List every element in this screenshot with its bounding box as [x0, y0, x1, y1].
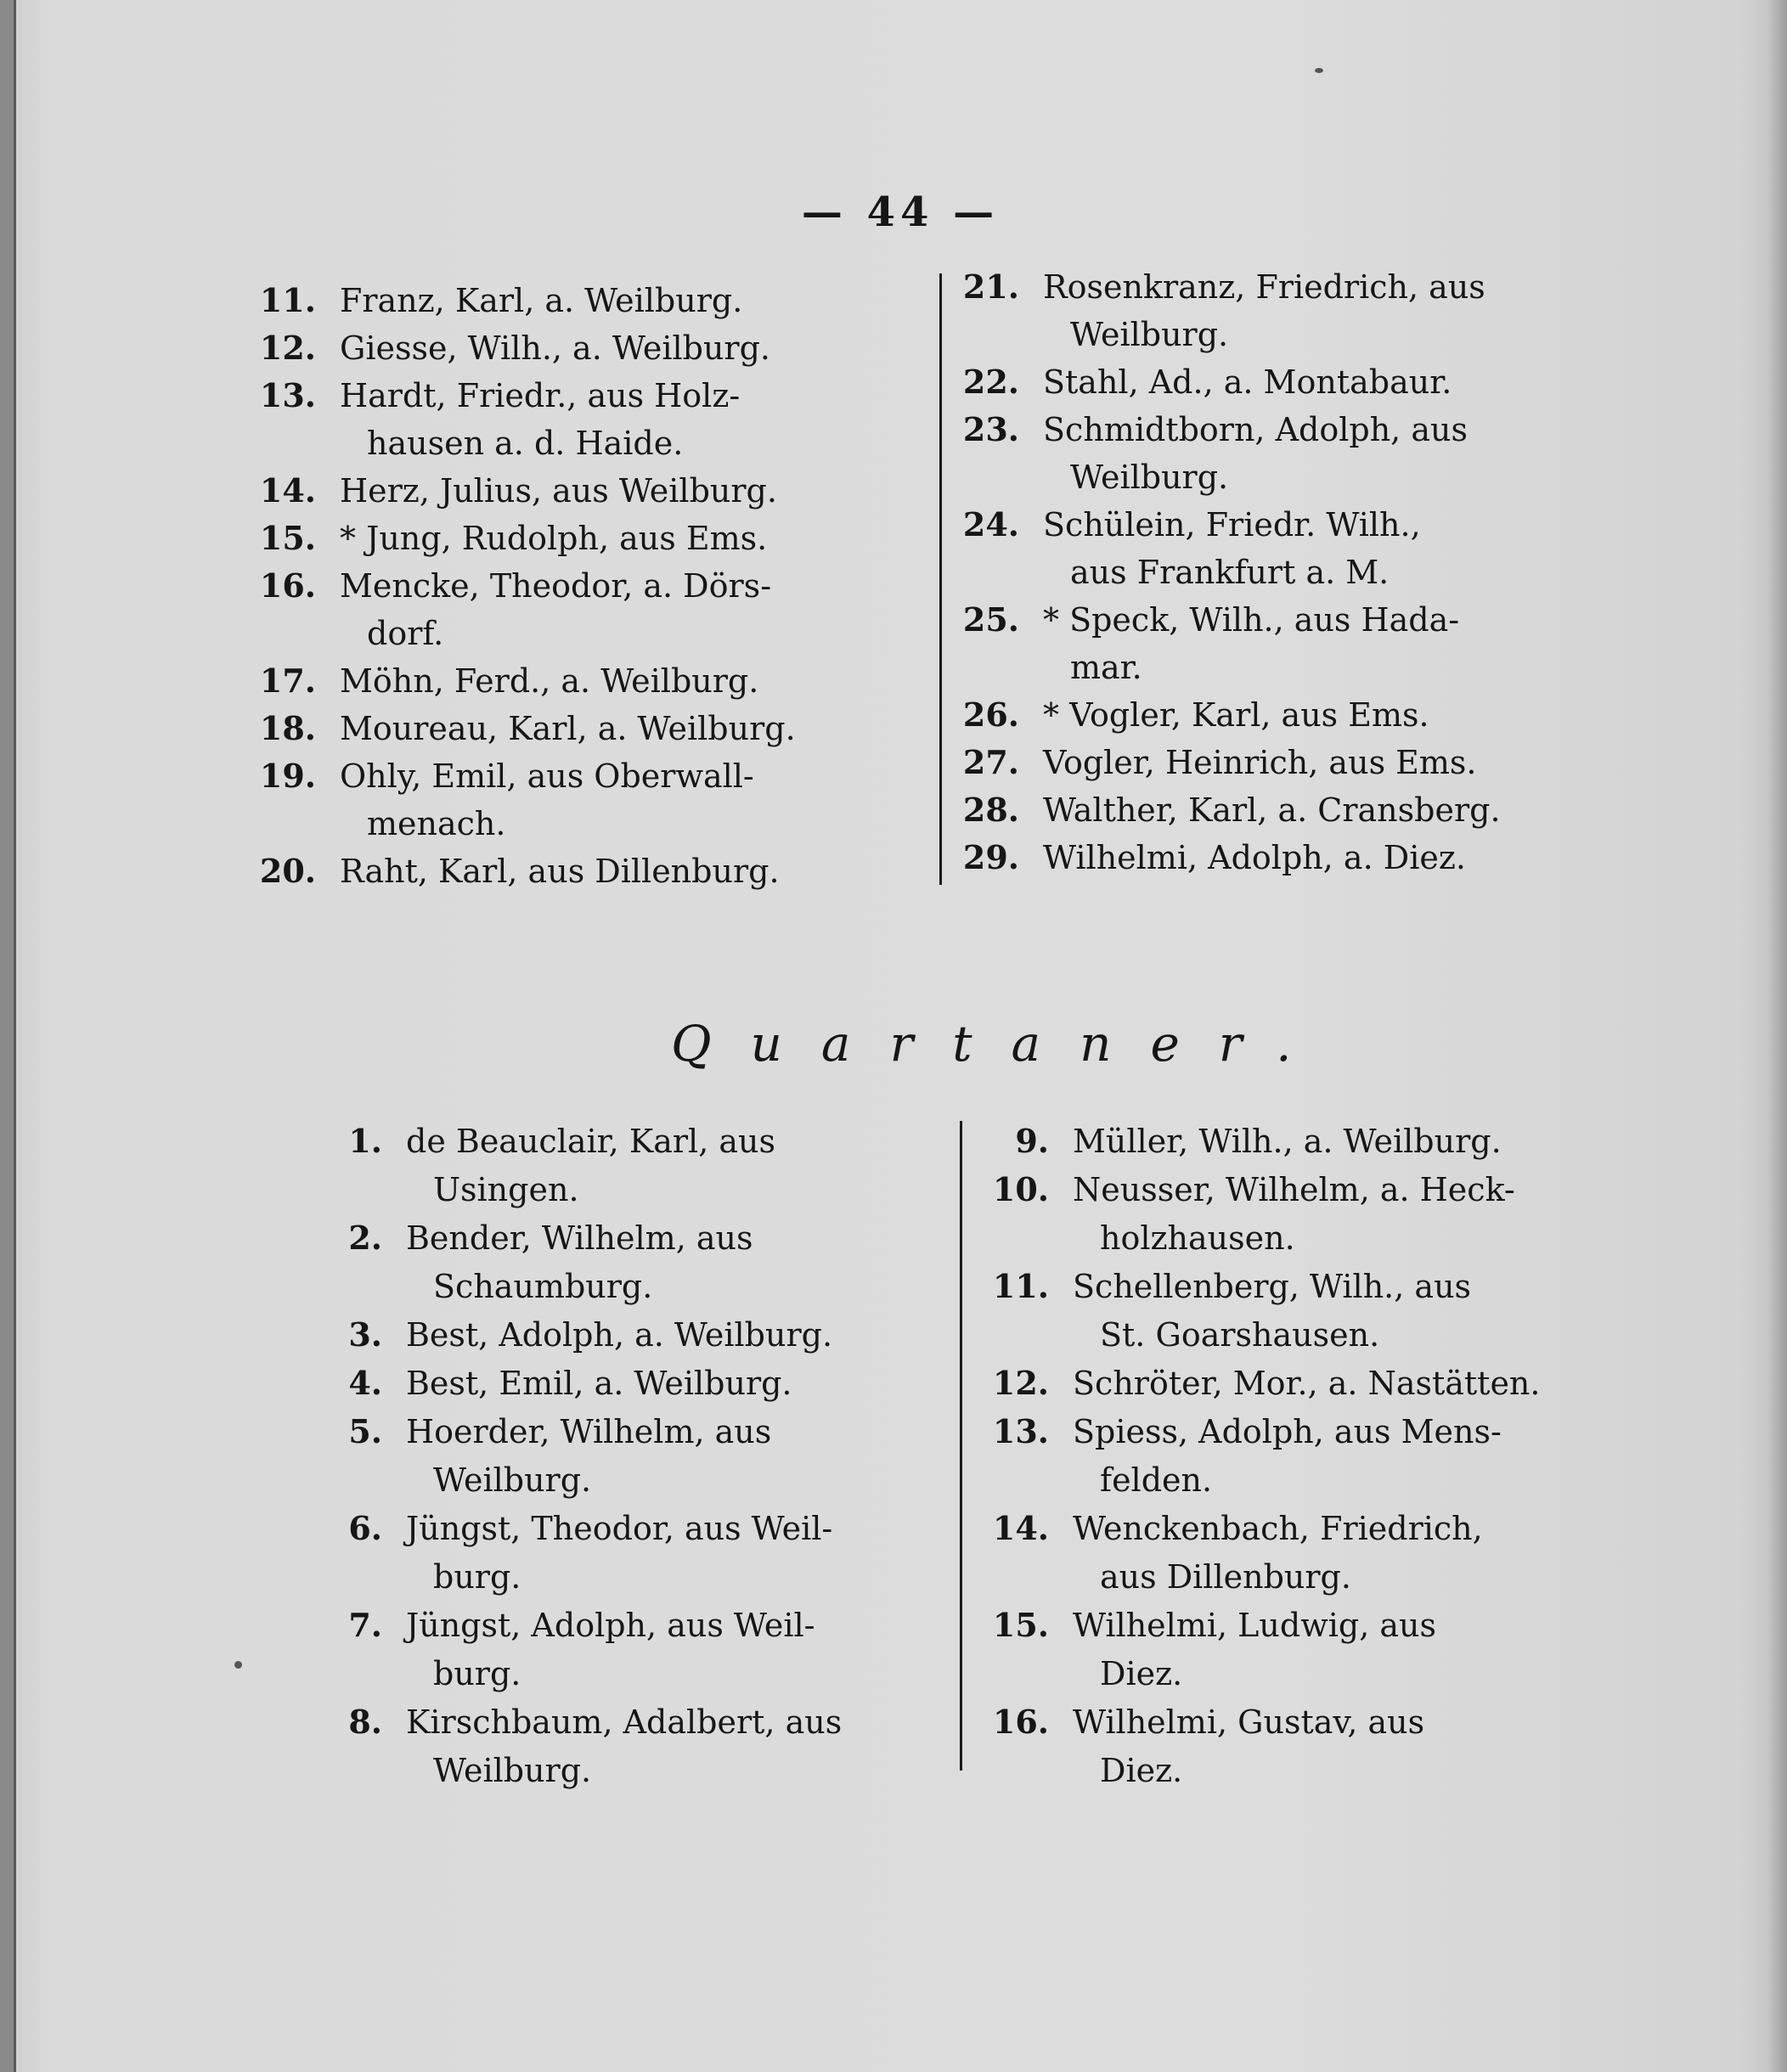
page-number: — 44 —: [801, 189, 1000, 236]
entry-name: Wenckenbach, Friedrich,: [1073, 1510, 1483, 1547]
entry-number: 11.: [259, 281, 316, 319]
entry-number: 1.: [348, 1122, 382, 1160]
ink-dot: [1315, 68, 1323, 73]
entry-continuation: menach.: [367, 805, 506, 842]
entry-name: Best, Adolph, a. Weilburg.: [406, 1316, 833, 1354]
entry-continuation: burg.: [433, 1558, 521, 1596]
entry-name: Raht, Karl, aus Dillenburg.: [340, 853, 780, 890]
entry-name: Jüngst, Adolph, aus Weil-: [406, 1607, 815, 1644]
entry-continuation: Weilburg.: [1070, 459, 1229, 496]
list-entry: [297, 1602, 943, 1698]
entry-number: 23.: [962, 410, 1019, 448]
entry-number: 20.: [259, 852, 316, 890]
entry-number: 16.: [992, 1703, 1049, 1741]
entry-name: Schülein, Friedr. Wilh.,: [1043, 506, 1421, 543]
entry-name: Spiess, Adolph, aus Mens-: [1073, 1413, 1502, 1450]
entry-number: 4.: [348, 1364, 382, 1402]
entry-name: Schmidtborn, Adolph, aus: [1043, 411, 1468, 448]
ink-dot: [234, 1661, 242, 1669]
entry-continuation: Diez.: [1100, 1655, 1183, 1692]
entry-number: 3.: [348, 1315, 382, 1354]
list-entry: [231, 277, 910, 324]
entry-number: 13.: [259, 376, 316, 414]
list-entry: [964, 1118, 1686, 1166]
list-entry: [964, 1166, 1686, 1263]
list-entry: [231, 847, 910, 895]
entry-number: 12.: [992, 1364, 1049, 1402]
entry-name: Vogler, Heinrich, aus Ems.: [1043, 744, 1477, 781]
entry-continuation: hausen a. d. Haide.: [367, 425, 684, 462]
entry-number: 25.: [962, 600, 1019, 639]
entry-number: 7.: [348, 1606, 382, 1644]
entry-number: 24.: [962, 505, 1019, 543]
list-entry: [231, 752, 910, 847]
entry-name: Wilhelmi, Gustav, aus: [1073, 1703, 1425, 1741]
section-heading-quartaner: Quartaner.: [671, 1015, 1331, 1073]
list-entry: [297, 1118, 943, 1214]
list-entry: [934, 263, 1656, 358]
lower-right-column: [964, 1118, 1686, 1797]
upper-right-column: [934, 263, 1656, 892]
list-entry: [964, 1360, 1686, 1408]
entry-continuation: Weilburg.: [433, 1461, 592, 1499]
entry-name: Walther, Karl, a. Cransberg.: [1043, 791, 1501, 829]
entry-name: Giesse, Wilh., a. Weilburg.: [340, 329, 770, 367]
list-entry: [231, 657, 910, 705]
entry-number: 13.: [992, 1412, 1049, 1450]
entry-continuation: Schaumburg.: [433, 1268, 653, 1305]
entry-name: * Speck, Wilh., aus Hada-: [1043, 601, 1460, 639]
list-entry: [934, 691, 1656, 739]
entry-name: Best, Emil, a. Weilburg.: [406, 1365, 792, 1402]
entry-continuation: burg.: [433, 1655, 521, 1692]
entry-name: * Jung, Rudolph, aus Ems.: [340, 520, 768, 557]
entry-continuation: Diez.: [1100, 1752, 1183, 1789]
entry-name: Wilhelmi, Adolph, a. Diez.: [1043, 839, 1466, 876]
entry-continuation: holzhausen.: [1100, 1219, 1295, 1257]
list-entry: [934, 786, 1656, 834]
entry-number: 12.: [259, 329, 316, 367]
list-entry: [934, 834, 1656, 881]
entry-name: Hardt, Friedr., aus Holz-: [340, 377, 741, 414]
entry-number: 6.: [348, 1509, 382, 1547]
entry-number: 28.: [962, 791, 1019, 829]
entry-number: 27.: [962, 743, 1019, 781]
entry-continuation: Usingen.: [433, 1171, 579, 1208]
entry-name: Mencke, Theodor, a. Dörs-: [340, 567, 772, 605]
entry-number: 29.: [962, 838, 1019, 876]
list-entry: [934, 739, 1656, 786]
list-entry: [231, 562, 910, 657]
list-entry: [964, 1408, 1686, 1505]
list-entry: [231, 372, 910, 467]
entry-name: Kirschbaum, Adalbert, aus: [406, 1703, 843, 1741]
list-entry: [964, 1602, 1686, 1698]
entry-number: 5.: [348, 1412, 382, 1450]
entry-name: Bender, Wilhelm, aus: [406, 1219, 753, 1257]
entry-continuation: dorf.: [367, 615, 444, 652]
page-edge-shadow: [1768, 0, 1787, 2072]
entry-number: 15.: [992, 1606, 1049, 1644]
entry-name: Müller, Wilh., a. Weilburg.: [1073, 1123, 1502, 1160]
entry-number: 2.: [348, 1219, 382, 1257]
entry-name: Schellenberg, Wilh., aus: [1073, 1268, 1472, 1305]
entry-name: Moureau, Karl, a. Weilburg.: [340, 710, 796, 747]
entry-number: 26.: [962, 695, 1019, 734]
list-entry: [297, 1360, 943, 1408]
entry-name: Möhn, Ferd., a. Weilburg.: [340, 662, 759, 700]
list-entry: [297, 1698, 943, 1795]
entry-number: 8.: [348, 1703, 382, 1741]
entry-continuation: Weilburg.: [433, 1752, 592, 1789]
list-entry: [964, 1505, 1686, 1602]
column-divider-lower: [960, 1121, 962, 1771]
list-entry: [934, 406, 1656, 501]
list-entry: [297, 1408, 943, 1505]
entry-number: 22.: [962, 363, 1019, 401]
list-entry: [231, 467, 910, 515]
entry-name: Ohly, Emil, aus Oberwall-: [340, 757, 754, 795]
lower-left-column: [297, 1118, 943, 1797]
entry-name: Jüngst, Theodor, aus Weil-: [406, 1510, 833, 1547]
entry-name: Neusser, Wilhelm, a. Heck-: [1073, 1171, 1515, 1208]
list-entry: [297, 1214, 943, 1311]
entry-continuation: St. Goarshausen.: [1100, 1316, 1380, 1354]
upper-left-column: [231, 277, 910, 905]
entry-number: 11.: [992, 1267, 1049, 1305]
entry-name: Wilhelmi, Ludwig, aus: [1073, 1607, 1436, 1644]
entry-number: 21.: [962, 267, 1019, 306]
list-entry: [231, 515, 910, 562]
list-entry: [297, 1505, 943, 1602]
entry-number: 17.: [259, 662, 316, 700]
entry-continuation: aus Frankfurt a. M.: [1070, 554, 1390, 591]
list-entry: [934, 501, 1656, 596]
entry-number: 19.: [259, 757, 316, 795]
entry-number: 14.: [259, 471, 316, 510]
entry-name: Franz, Karl, a. Weilburg.: [340, 282, 743, 319]
list-entry: [934, 358, 1656, 406]
entry-number: 14.: [992, 1509, 1049, 1547]
list-entry: [964, 1698, 1686, 1795]
entry-name: * Vogler, Karl, aus Ems.: [1043, 696, 1429, 734]
entry-name: Schröter, Mor., a. Nastätten.: [1073, 1365, 1541, 1402]
entry-continuation: aus Dillenburg.: [1100, 1558, 1351, 1596]
list-entry: [964, 1263, 1686, 1360]
entry-number: 16.: [259, 566, 316, 605]
entry-number: 15.: [259, 519, 316, 557]
entry-continuation: felden.: [1100, 1461, 1213, 1499]
list-entry: [297, 1311, 943, 1360]
entry-continuation: mar.: [1070, 649, 1142, 686]
entry-continuation: Weilburg.: [1070, 316, 1229, 353]
entry-name: Hoerder, Wilhelm, aus: [406, 1413, 772, 1450]
list-entry: [231, 705, 910, 752]
entry-number: 9.: [1015, 1122, 1049, 1160]
entry-number: 18.: [259, 709, 316, 747]
binding-edge: [0, 0, 16, 2072]
entry-number: 10.: [992, 1170, 1049, 1208]
entry-name: Stahl, Ad., a. Montabaur.: [1043, 363, 1452, 401]
list-entry: [934, 596, 1656, 691]
entry-name: Herz, Julius, aus Weilburg.: [340, 472, 777, 510]
entry-name: de Beauclair, Karl, aus: [406, 1123, 775, 1160]
entry-name: Rosenkranz, Friedrich, aus: [1043, 268, 1485, 306]
list-entry: [231, 324, 910, 372]
